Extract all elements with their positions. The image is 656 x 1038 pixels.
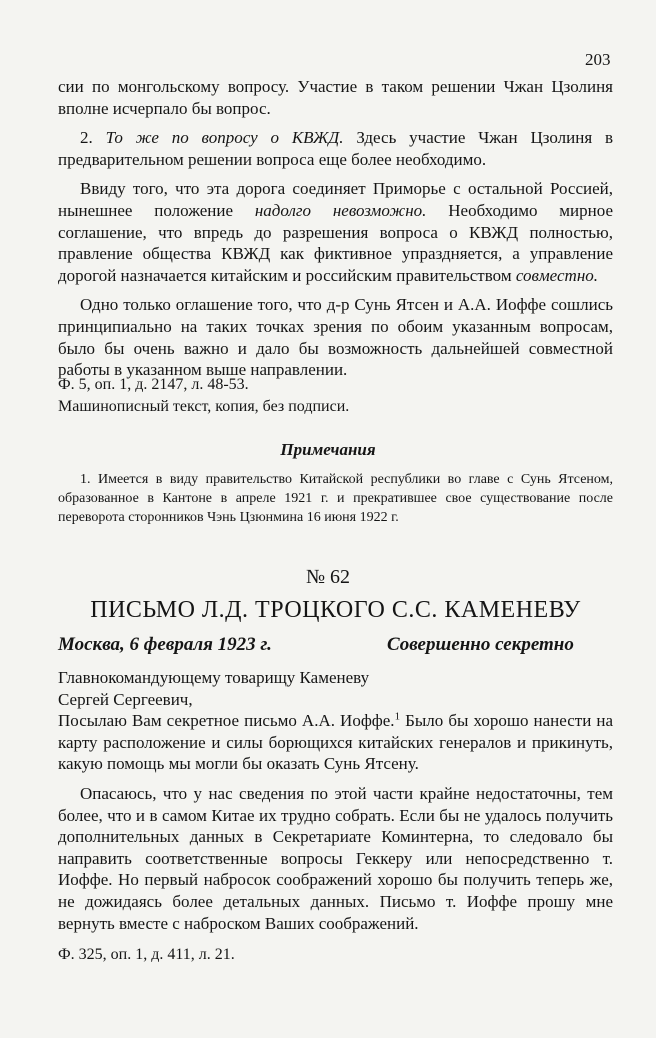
- dateline: Москва, 6 февраля 1923 г.: [58, 634, 272, 655]
- text-span: Было бы хорошо нанести на карту расположение и силы борющихся китайских генералов и прикинуть, какую помощь мы могли бы оказать Сунь Ятсену.: [58, 711, 613, 774]
- page-number: 203: [585, 50, 611, 69]
- classification: Совершенно секретно: [387, 634, 574, 655]
- emphasis: надолго невозможно.: [254, 200, 427, 220]
- letter-paragraph-2: Опасаюсь, что у нас сведения по этой части крайне недостаточны, тем более, что и в самом Китае их трудно собрать. Если бы не удалось получить дополнительных данных в Секретариате Коминтерна, то следовало бы направить соответственные вопросы Геккеру или непосредственно т. Иоффе. Но первый набросок соображений хорошо бы получить теперь же, не дожидаясь более детальных данных. Письмо т. Иоффе прошу мне вернуть вместе с наброском Ваших соображений.: [58, 783, 613, 933]
- text-span: Необходимо мирное соглашение, что впредь до разрешения вопроса о КВЖД полностью, правление общества КВЖД как фиктивное упраздняется, а управление дорогой назначается китайским и российским правительством: [58, 200, 614, 285]
- paragraph-road: [58, 178, 613, 286]
- notes-section: [58, 470, 613, 527]
- letter-paragraph-1: [58, 710, 613, 775]
- salutation: Сергей Сергеевич,: [58, 689, 193, 709]
- item-number: 2.: [80, 128, 93, 148]
- document-number: № 62: [305, 566, 351, 588]
- archive-reference-2: [58, 944, 613, 966]
- emphasis: совместно.: [515, 265, 599, 285]
- notes-heading: Примечания: [280, 440, 376, 459]
- footnote-ref: 1: [394, 710, 401, 723]
- archive-reference-1: [58, 374, 613, 417]
- paragraph-mongolia: сии по монгольскому вопросу. Участие в таком решении Чжан Цзолиня вполне исчерпало бы вопрос.: [58, 77, 613, 118]
- letter-body: [58, 667, 613, 934]
- footnote: 1. Имеется в виду правительство Китайской республики во главе с Сунь Ятсеном, образованное в Кантоне в апреле 1921 г. и прекратившее свое существование после переворота сторонников Чэнь Цзюнмина 16 июня 1922 г.: [58, 472, 613, 525]
- document-title: ПИСЬМО Л.Д. ТРОЦКОГО С.С. КАМЕНЕВУ: [90, 597, 581, 623]
- text-span: Посылаю Вам секретное письмо А.А. Иоффе.: [58, 711, 395, 731]
- text-span: Ввиду того, что эта дорога соединяет Приморье с остальной Россией, нынешнее положение: [58, 179, 613, 220]
- paragraph-kvzhd: [58, 127, 613, 170]
- archive-ref: Ф. 325, оп. 1, д. 411, л. 21.: [58, 946, 235, 963]
- continuation-text: [58, 76, 613, 381]
- archive-desc: Машинописный текст, копия, без подписи.: [58, 397, 350, 415]
- addressee: Главнокомандующему товарищу Каменеву: [58, 668, 370, 687]
- paragraph-agreement: Одно только оглашение того, что д-р Сунь Ятсен и А.А. Иоффе сошлись принципиально на таких точках зрения по обоим указанным вопросам, было бы очень важно и дало бы возможность дальнейшей совместной работы в указанном выше направлении.: [58, 295, 613, 380]
- archive-ref: Ф. 5, оп. 1, д. 2147, л. 48-53.: [58, 376, 249, 393]
- item-heading: То же по вопросу о КВЖД.: [105, 128, 344, 148]
- item-text: Здесь участие Чжан Цзолиня в предварительном решении вопроса еще более необходимо.: [58, 128, 613, 169]
